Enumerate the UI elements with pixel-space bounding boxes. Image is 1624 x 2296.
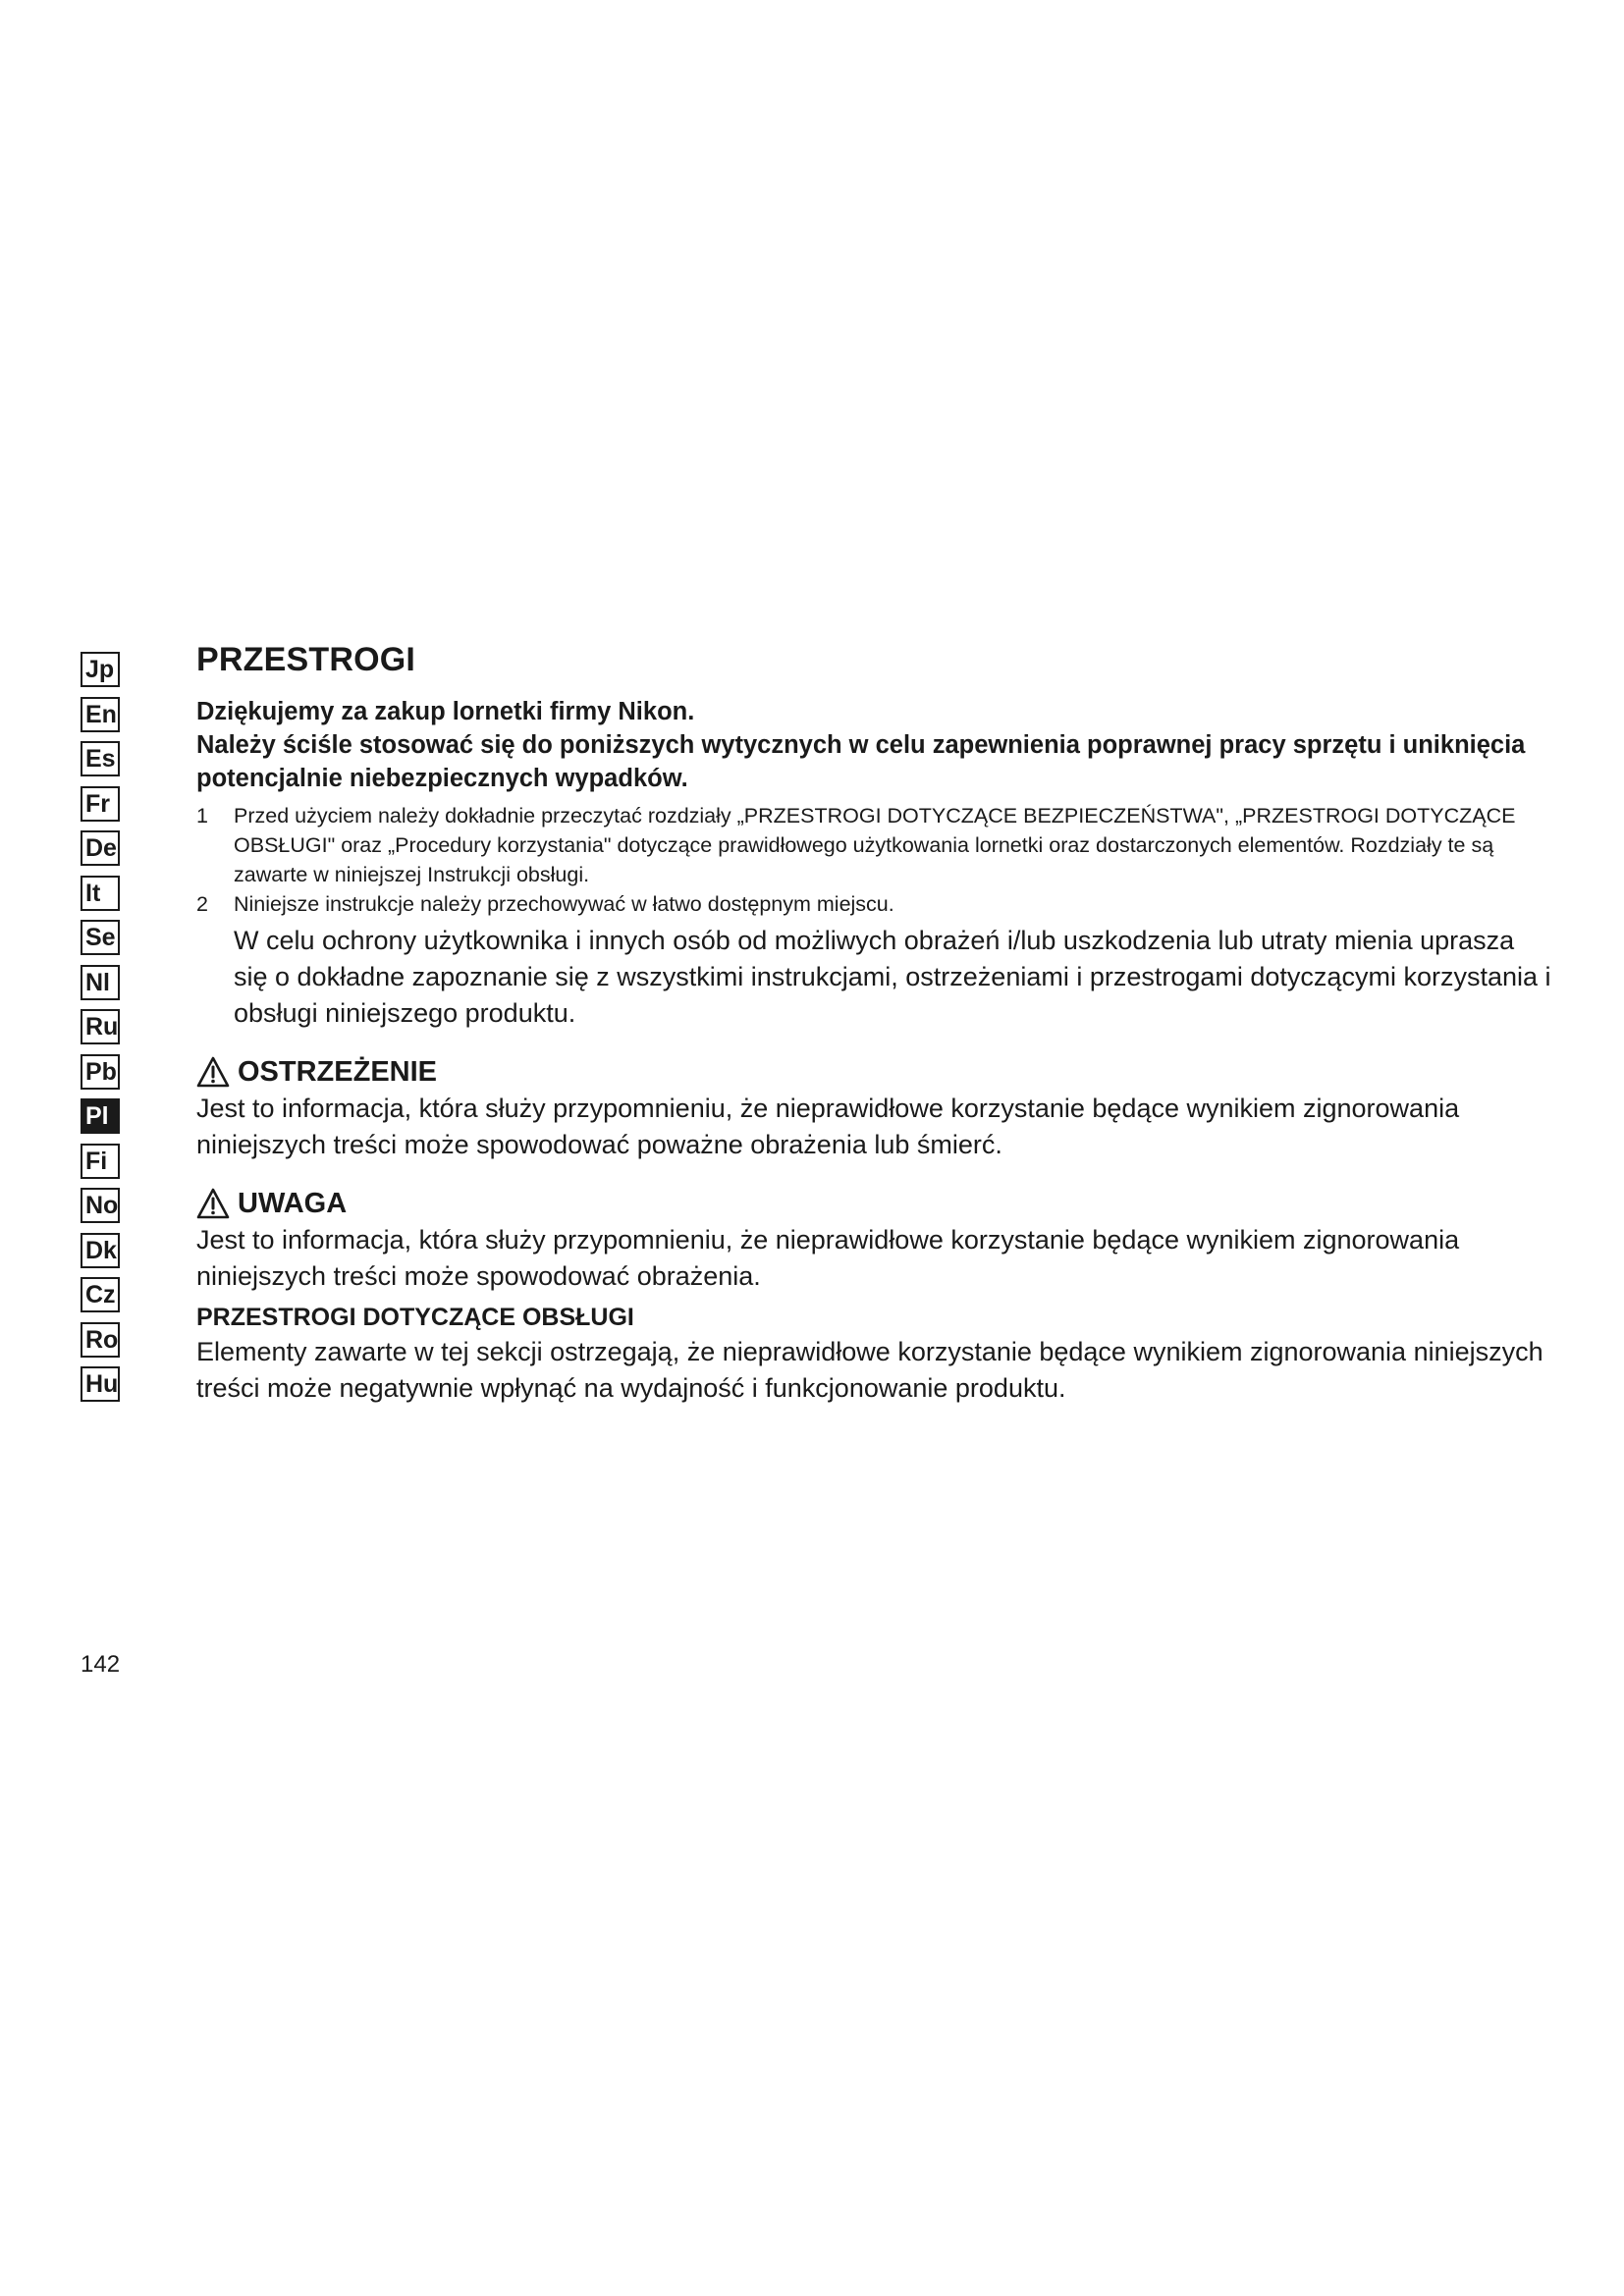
list-item-number: 1 (196, 804, 208, 828)
lang-tab-se[interactable]: Se (81, 920, 120, 955)
warning-text: Jest to informacja, która służy przypomnieniu, że nieprawidłowe korzystanie będące wynikiem zignorowania niniejszych treści może spowodować poważne obrażenia lub śmierć. (196, 1094, 1460, 1159)
warning-triangle-icon (196, 1056, 230, 1088)
list-item-text: Przed użyciem należy dokładnie przeczytać rozdziały „PRZESTROGI DOTYCZĄCE BEZPIECZEŃSTWA", „PRZESTROGI DOTYCZĄCE OBSŁUGI" oraz „Procedury korzystania" dotyczące prawidłowego użytkowania lornetki oraz dostarczonych elementów. Rozdziały te są zawarte w niniejszej Instrukcji obsługi. (234, 804, 1516, 886)
intro-thanks: Dziękujemy za zakup lornetki firmy Nikon. (196, 698, 695, 725)
lang-tab-it[interactable]: It (81, 876, 120, 911)
safety-note: W celu ochrony użytkownika i innych osób od możliwych obrażeń i/lub uszkodzenia lub utraty mienia uprasza się o dokładne zapoznanie się z wszystkimi instrukcjami, ostrzeżeniami i przestrogami dotyczącymi korzystania i obsługi niniejszego produktu. (234, 926, 1551, 1028)
warning-heading (196, 1053, 1551, 1091)
operation-heading: PRZESTROGI DOTYCZĄCE OBSŁUGI (196, 1304, 634, 1331)
page-title: PRZESTROGI (196, 641, 416, 678)
lang-tab-pl[interactable]: Pl (81, 1098, 120, 1134)
list-item-text: Niniejsze instrukcje należy przechowywać w łatwo dostępnym miejscu. (234, 892, 894, 916)
warning-heading-label: OSTRZEŻENIE (238, 1056, 438, 1088)
operation-text: Elementy zawarte w tej sekcji ostrzegają, że nieprawidłowe korzystanie będące wynikiem zignorowania niniejszych treści może negatywnie wpłynąć na wydajność i funkcjonowanie produktu. (196, 1337, 1543, 1403)
lang-tab-cz[interactable]: Cz (81, 1277, 120, 1312)
intro-guidelines: Należy ściśle stosować się do poniższych wytycznych w celu zapewnienia poprawnej pracy sprzętu i uniknięcia potencjalnie niebezpiecznych wypadków. (196, 731, 1526, 792)
list-item (196, 889, 1551, 919)
lang-tab-dk[interactable]: Dk (81, 1233, 120, 1268)
caution-heading-label: UWAGA (238, 1188, 348, 1219)
numbered-list (196, 801, 1551, 919)
main-content (196, 638, 1551, 1407)
lang-tab-pb[interactable]: Pb (81, 1054, 120, 1090)
lang-tab-de[interactable]: De (81, 830, 120, 866)
caution-heading (196, 1185, 1551, 1222)
lang-tab-nl[interactable]: Nl (81, 965, 120, 1000)
lang-tab-no[interactable]: No (81, 1188, 120, 1223)
lang-tab-es[interactable]: Es (81, 741, 120, 776)
page-number: 142 (81, 1651, 121, 1678)
lang-tab-ru[interactable]: Ru (81, 1009, 120, 1044)
lang-tab-hu[interactable]: Hu (81, 1366, 120, 1402)
language-tabs (81, 652, 120, 1412)
list-item-number: 2 (196, 892, 208, 916)
lang-tab-fr[interactable]: Fr (81, 786, 120, 822)
lang-tab-jp[interactable]: Jp (81, 652, 120, 687)
caution-text: Jest to informacja, która służy przypomnieniu, że nieprawidłowe korzystanie będące wynikiem zignorowania niniejszych treści może spowodować obrażenia. (196, 1225, 1460, 1291)
lang-tab-en[interactable]: En (81, 697, 120, 732)
warning-triangle-icon (196, 1188, 230, 1219)
lang-tab-ro[interactable]: Ro (81, 1322, 120, 1358)
lang-tab-fi[interactable]: Fi (81, 1144, 120, 1179)
list-item (196, 801, 1551, 889)
